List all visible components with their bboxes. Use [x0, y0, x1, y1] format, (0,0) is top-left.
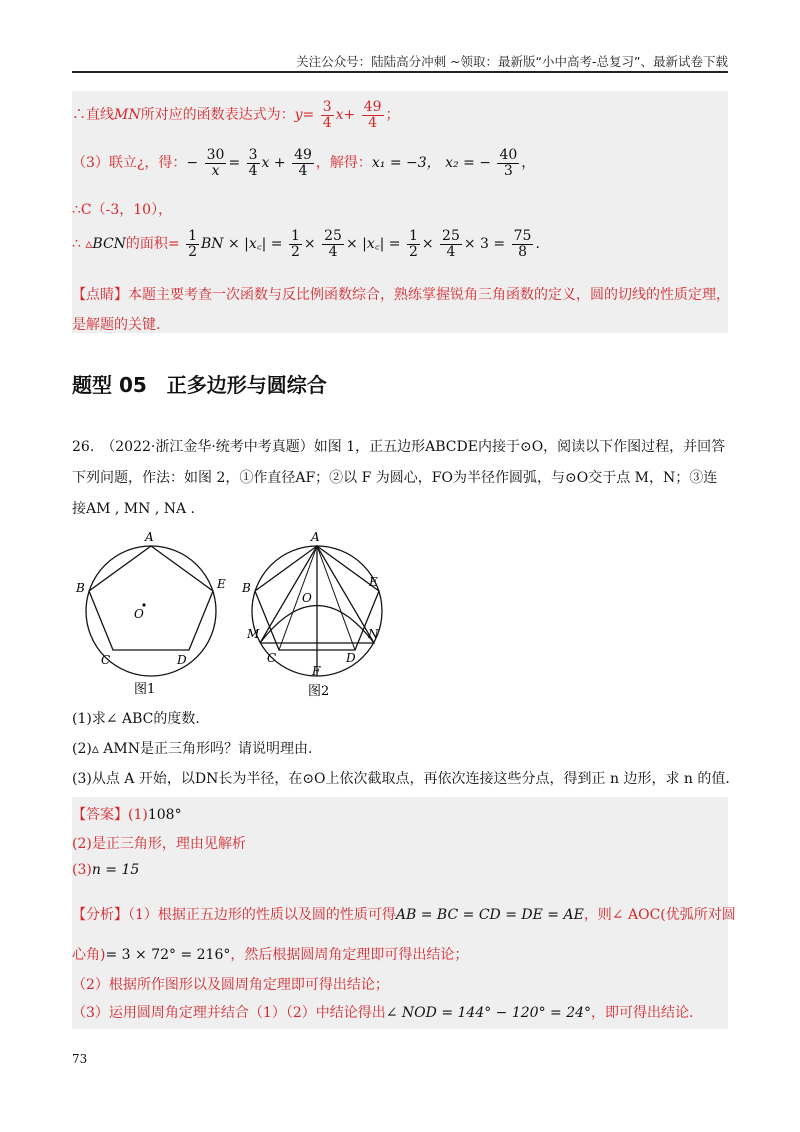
text: . [535, 236, 540, 253]
figure-1-caption: 图1 [134, 682, 156, 697]
header-rule [72, 71, 728, 73]
label-e: E [369, 575, 378, 589]
solution-line-1 [72, 100, 400, 130]
numerator: 3 [322, 99, 332, 115]
text: （3）联立¿，得： [72, 155, 187, 172]
label-o: O [302, 591, 312, 605]
analysis-line-1 [72, 904, 736, 924]
tip-line-1: 【点睛】本题主要考查一次函数与反比例函数综合，熟练掌握锐角三角函数的定义，圆的切线的性质定理， [72, 287, 730, 303]
text: ∠ NOD = 144° − 120° = 24° [385, 1005, 592, 1021]
denominator: 4 [368, 114, 378, 131]
label-e: E [217, 577, 226, 591]
denominator: 4 [248, 162, 258, 179]
label-f: F [312, 664, 321, 678]
analysis-tag: 【分析】 [72, 907, 128, 923]
numerator: 1 [291, 228, 300, 244]
denominator: 2 [291, 243, 300, 260]
text: × 3 = [463, 236, 506, 253]
fraction [321, 100, 334, 130]
answer-line-2: (2)是正三角形，理由见解析 [72, 836, 246, 852]
question-line-3: 接AM , MN , NA . [72, 501, 195, 517]
solution-line-3: ∴C（-3，10）， [72, 202, 173, 218]
text: x + [261, 155, 286, 172]
figure-1 [72, 528, 232, 703]
denominator: 4 [298, 162, 308, 179]
numerator: 3 [248, 147, 258, 163]
answer-tag: 【答案】 [72, 807, 128, 823]
label-a: A [311, 530, 320, 544]
figure-2 [238, 528, 388, 703]
label-c: C [101, 653, 111, 667]
text: = 3 × 72° = 216° [105, 947, 231, 963]
numerator: 75 [513, 228, 532, 244]
text: × [421, 236, 434, 253]
label-b: B [242, 581, 251, 595]
solution-line-2 [72, 148, 535, 178]
section-title: 题型 05 正多边形与圆综合 [72, 373, 327, 397]
sub-question-3: (3)从点 A 开始，以DN长为半径，在⊙O上依次截取点，再依次连接这些分点，得到正 n 边形，求 n 的值. [72, 771, 730, 787]
analysis-line-3: （2）根据所作图形以及圆周角定理即可得出结论； [72, 977, 389, 993]
text: = [228, 155, 241, 172]
text: 108° [147, 807, 182, 823]
fraction [497, 148, 519, 178]
numerator: 40 [499, 147, 518, 163]
text: （1）根据正五边形的性质以及圆的性质可得 [128, 907, 396, 923]
text: ∴ ▵ [72, 236, 93, 253]
denominator: 4 [446, 243, 456, 260]
analysis-line-2 [72, 944, 468, 964]
text: y= [294, 107, 315, 124]
denominator: x [211, 162, 220, 179]
numerator: 25 [324, 228, 342, 244]
label-m: M [247, 627, 260, 641]
numerator: 49 [294, 147, 312, 163]
fraction [247, 148, 260, 178]
text: (3) [72, 862, 92, 878]
segment-ad [317, 546, 355, 650]
question-line-2: 下列问题，作法：如图 2，①作直径AF；②以 F 为圆心，FO为半径作圆弧，与⊙O交于点 M，N；③连 [72, 470, 718, 486]
answer-line-3 [72, 862, 139, 878]
text: BCN [92, 236, 126, 253]
label-b: B [76, 581, 85, 595]
text: AB = BC = CD = DE = AE [395, 907, 584, 923]
text: x+ [335, 107, 356, 124]
numerator: 1 [188, 228, 198, 244]
denominator: 4 [328, 243, 338, 260]
fraction [440, 229, 462, 259]
fraction [205, 148, 227, 178]
denominator: 3 [503, 162, 513, 179]
label-a: A [145, 530, 154, 544]
text: ∴直线 [72, 107, 114, 124]
label-c: C [267, 651, 277, 665]
fraction [362, 100, 384, 130]
analysis-line-4 [72, 1002, 693, 1022]
page-header: 关注公众号：陆陆高分冲刺 ~领取：最新版“小中高考-总复习”、最新试卷下载 [296, 54, 728, 69]
figure-2-caption: 图2 [308, 684, 330, 699]
sub-question-2: (2)▵ AMN是正三角形吗？请说明理由. [72, 741, 313, 757]
text: ， [521, 155, 536, 172]
text: ； [385, 107, 400, 124]
numerator: 25 [442, 228, 460, 244]
fraction [292, 148, 314, 178]
label-o: O [134, 607, 144, 621]
text: BN × |x꜀| = [201, 236, 283, 253]
fraction [186, 229, 199, 259]
text: (1) [128, 807, 148, 823]
text: x₁ = −3， [371, 155, 441, 172]
page-number: 73 [72, 1052, 88, 1066]
label-d: D [346, 651, 356, 665]
text: （3）运用圆周角定理并结合（1）（2）中结论得出 [72, 1005, 386, 1021]
text: 的面积= [125, 236, 180, 253]
text: 所对应的函数表达式为： [140, 107, 295, 124]
answer-line-1 [72, 804, 182, 824]
fraction [289, 229, 302, 259]
text: ，则∠ AOC(优弧所对圆 [583, 907, 736, 923]
text: × |x꜀| = [345, 236, 401, 253]
text: − [186, 155, 199, 172]
label-n: N [368, 627, 379, 641]
text: ，解得： [315, 155, 372, 172]
fraction [322, 229, 344, 259]
denominator: 2 [408, 243, 418, 260]
text: ，即可得出结论. [591, 1005, 694, 1021]
pentagon [89, 546, 213, 650]
denominator: 8 [518, 243, 527, 260]
text: 心角) [72, 947, 106, 963]
denominator: 4 [322, 114, 332, 131]
sub-question-1: (1)求∠ ABC的度数. [72, 711, 200, 727]
question-line-1: 26. （2022·浙江金华·统考中考真题）如图 1，正五边形ABCDE内接于⊙O，阅读以下作图过程，并回答 [72, 439, 726, 455]
numerator: 30 [206, 147, 225, 163]
numerator: 1 [408, 228, 418, 244]
label-d: D [177, 653, 187, 667]
tip-line-2: 是解题的关键. [72, 317, 161, 333]
text: ，然后根据圆周角定理即可得出结论； [230, 947, 469, 963]
numerator: 49 [363, 99, 382, 115]
fraction [407, 229, 420, 259]
text: n = 15 [91, 862, 140, 878]
solution-line-4 [72, 229, 540, 259]
fraction [512, 229, 534, 259]
text: × [303, 236, 316, 253]
text: x₂ = − [445, 155, 492, 172]
var-mn: MN [114, 107, 141, 124]
denominator: 2 [188, 243, 198, 260]
